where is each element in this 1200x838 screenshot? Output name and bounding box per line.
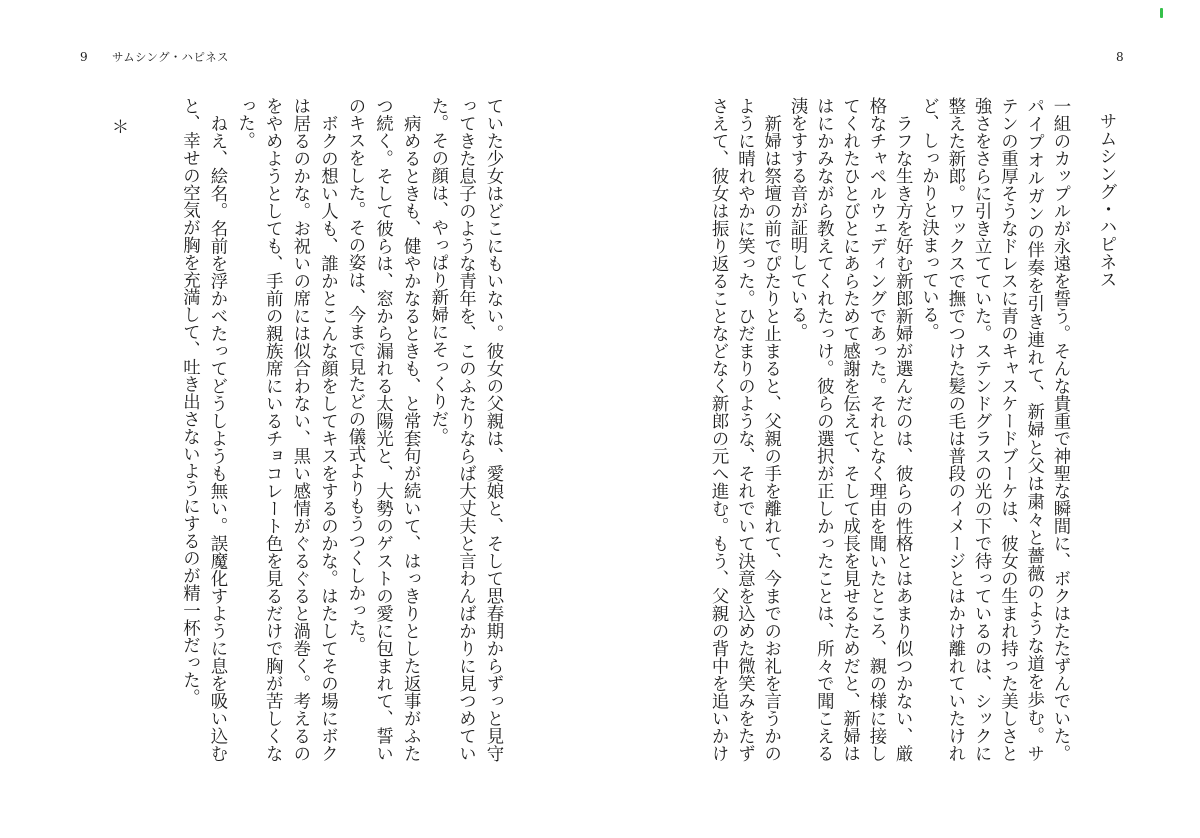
running-head: サムシング・ハピネス — [112, 50, 229, 64]
text-column: 強さをさらに引き立てていた。ステンドグラスの光の下で待っているのは、シックに — [971, 97, 992, 762]
text-column: テンの重厚そうなドレスに青のキャスケードブーケは、彼女の生まれ持った美しさと — [997, 97, 1018, 762]
text-column: 一組のカップルが永遠を誓う。そんな貴重で神聖な瞬間に、ボクはたたずんでいた。 — [1050, 97, 1070, 762]
text-column: ように晴れやかに笑った。ひだまりのような、それでいて決意を込めた微笑みをたず — [734, 97, 755, 762]
text-column: をやめようとしても、手前の親族席にいるチョコレート色を見るだけで胸が苦しくな — [262, 97, 283, 762]
text-column: はにかみながら教えてくれたっけ。彼らの選択が正しかったことは、所々で聞こえる — [813, 97, 834, 762]
text-column: ど、しっかりと決まっている。 — [918, 97, 939, 341]
page-number-left: 9 — [80, 50, 88, 64]
text-column: ねえ、絵名。名前を浮かべたってどうしようも無い。誤魔化すように息を吸い込む — [207, 97, 227, 762]
text-column: ボクの想い人も、誰かとこんな顔をしてキスをするのかな。はたしてその場にボク — [317, 97, 338, 762]
text-column: 洟をすする音が証明している。 — [787, 97, 807, 341]
text-column: 格なチャペルウェディングであった。それとなく理由を聞いたところ、親の様に接し — [865, 97, 886, 762]
text-column: パイプオルガンの伴奏を引き連れて、新婦と父は粛々と薔薇のような道を歩む。サ — [1023, 97, 1044, 762]
text-column: は居るのかな。お祝いの席には似合わない、黒い感情がぐるぐると渦巻く。考えるの — [289, 97, 310, 762]
text-column: ていた少女はどこにもいない。彼女の父親は、愛娘と、そして思春期からずっと見守 — [483, 97, 503, 762]
text-column: ってきた息子のような青年を、このふたりならば大丈夫と言わんばかりに見つめてい — [455, 97, 476, 762]
text-column: てくれたひとびとにあらためて感謝を伝えて、そして成長を見せるためだと、新婦は — [839, 97, 860, 762]
text-column: つ続く。そして彼らは、窓から漏れる太陽光と、大勢のゲストの愛に包まれて、誓い — [372, 97, 393, 762]
text-column: さえて、彼女は振り返ることなどなく新郎の元へ進む。もう、父親の背中を追いかけ — [708, 97, 729, 762]
right-page — [600, 0, 1200, 838]
text-column: 病めるときも、健やかなるときも、と常套句が続いて、はっきりとした返事がふた — [400, 97, 421, 762]
text-column: た。その顔は、やっぱり新婦にそっくりだ。 — [427, 97, 448, 445]
text-column: 新婦は祭壇の前でぴたりと止まると、父親の手を離れて、今までのお礼を言うかの — [760, 97, 781, 762]
page-number-right: 8 — [1116, 50, 1124, 64]
text-column: った。 — [234, 97, 255, 150]
chapter-title: サムシング・ハピネス — [1097, 112, 1117, 288]
text-column: 整えた新郎。ワックスで撫でつけた髪の毛は普段のイメージとはかけ離れていたけれ — [944, 97, 965, 762]
scene-break-asterisk: ＊ — [108, 118, 128, 136]
text-column: と、幸せの空気が胸を充満して、吐き出さないようにするのが精一杯だった。 — [179, 97, 200, 706]
text-column: ラフな生き方を好む新郎新婦が選んだのは、彼らの性格とはあまり似つかない、厳 — [892, 97, 913, 762]
right-page-text-block — [600, 0, 1200, 838]
text-column: のキスをした。その姿は、今まで見たどの儀式よりもうつくしかった。 — [345, 97, 365, 654]
